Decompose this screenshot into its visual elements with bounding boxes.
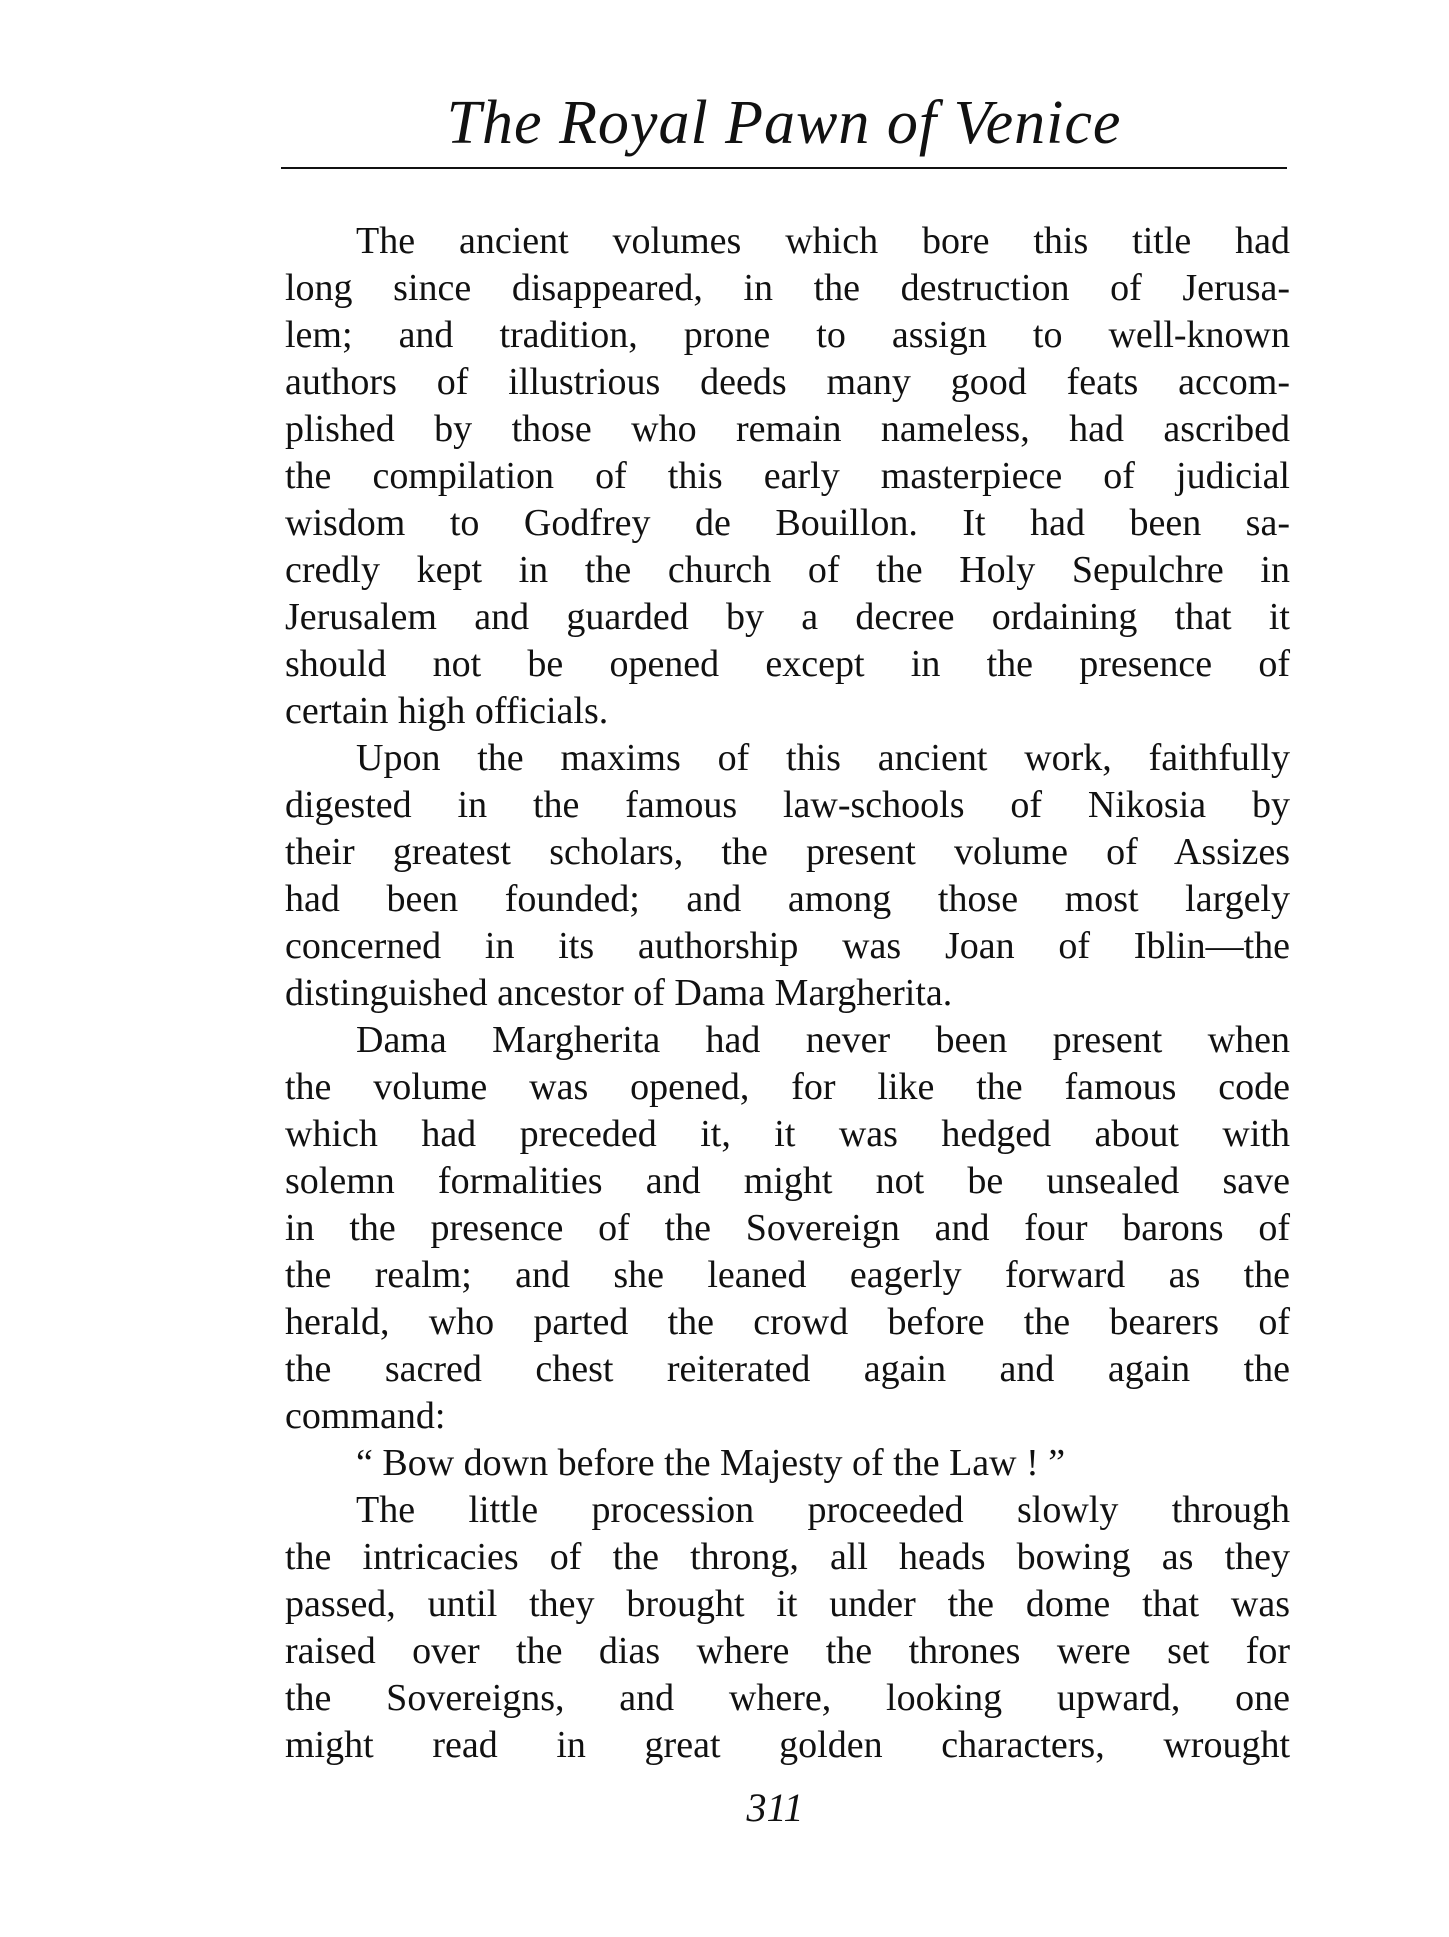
running-head-title: The Royal Pawn of Venice [446,89,1122,157]
text-line: Upon the maxims of this ancient work, faithfully [356,737,1290,779]
text-line: herald, who parted the crowd before the bearers of [285,1301,1290,1343]
text-line: concerned in its authorship was Joan of Iblin—the [285,925,1290,967]
text-line: “ Bow down before the Majesty of the Law ! ” [356,1442,1066,1484]
page-number: 311 [746,1785,804,1830]
text-line: the intricacies of the throng, all heads bowing as they [285,1536,1290,1578]
text-line: Jerusalem and guarded by a decree ordaining that it [285,596,1290,638]
text-line: plished by those who remain nameless, had ascribed [285,408,1290,450]
text-line: credly kept in the church of the Holy Sepulchre in [285,549,1290,591]
text-line: the volume was opened, for like the famous code [285,1066,1290,1108]
text-line: lem; and tradition, prone to assign to well-known [285,314,1290,356]
text-line: which had preceded it, it was hedged about with [285,1113,1290,1155]
text-line: distinguished ancestor of Dama Margherita. [285,972,953,1014]
text-line: raised over the dias where the thrones were set for [285,1630,1290,1672]
text-line: wisdom to Godfrey de Bouillon. It had been sa- [285,502,1290,544]
text-line: their greatest scholars, the present volume of Assizes [285,831,1290,873]
text-line: command: [285,1395,446,1437]
body-text [285,218,1290,1769]
text-line: passed, until they brought it under the dome that was [285,1583,1290,1625]
text-line: the sacred chest reiterated again and again the [285,1348,1290,1390]
text-line: The ancient volumes which bore this title had [356,220,1290,262]
text-line: might read in great golden characters, wrought [285,1724,1290,1766]
text-line: the realm; and she leaned eagerly forward as the [285,1254,1290,1296]
text-line: The little procession proceeded slowly through [356,1489,1290,1531]
text-line: the Sovereigns, and where, looking upward, one [285,1677,1290,1719]
text-line: in the presence of the Sovereign and four barons of [285,1207,1290,1249]
text-line: should not be opened except in the presence of [285,643,1290,685]
text-line: Dama Margherita had never been present when [356,1019,1290,1061]
text-line: had been founded; and among those most largely [285,878,1290,920]
header-rule [281,167,1287,169]
text-line: long since disappeared, in the destruction of Jerusa- [285,267,1290,309]
text-line: authors of illustrious deeds many good feats accom- [285,361,1290,403]
text-line: digested in the famous law-schools of Nikosia by [285,784,1290,826]
text-line: solemn formalities and might not be unsealed save [285,1160,1290,1202]
text-line: the compilation of this early masterpiece of judicial [285,455,1290,497]
text-line: certain high officials. [285,690,609,732]
